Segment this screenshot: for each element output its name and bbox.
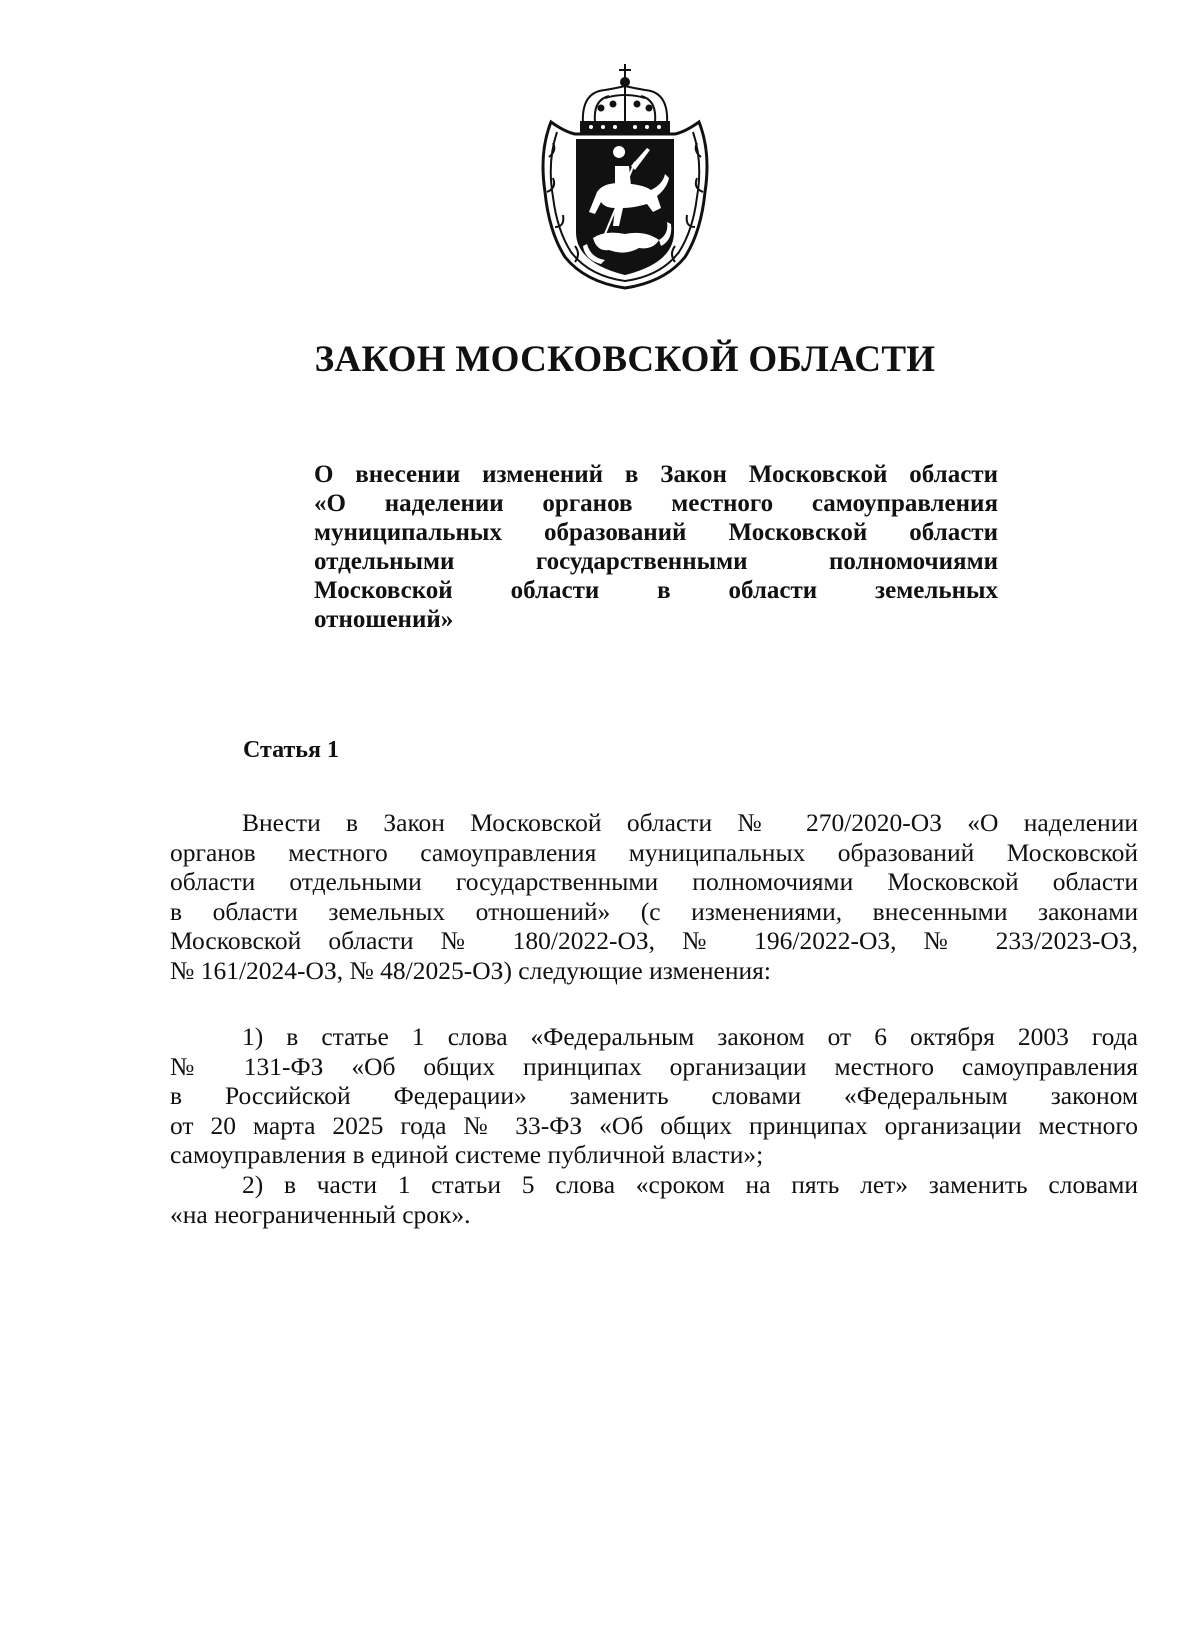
paragraph-line: органов местного самоуправления муниципальных образований Московской <box>170 837 1138 867</box>
paragraph-line: «на неограниченный срок». <box>170 1199 471 1229</box>
law-subject <box>314 460 998 634</box>
coat-of-arms-icon <box>535 62 715 292</box>
article-intro-paragraph <box>170 808 1138 986</box>
paragraph-line: № 131-ФЗ «Об общих принципах организации местного самоуправления <box>170 1051 1138 1081</box>
paragraph-line: 2) в части 1 статьи 5 слова «сроком на пять лет» заменить словами <box>242 1170 1138 1199</box>
paragraph-line: 1) в статье 1 слова «Федеральным законом от 6 октября 2003 года <box>242 1022 1138 1051</box>
crown-icon <box>581 64 669 132</box>
amendment-item-2 <box>170 1170 1138 1229</box>
paragraph-line: области отдельными государственными полномочиями Московской области <box>170 867 1138 897</box>
subject-line: отдельными государственными полномочиями <box>314 548 998 575</box>
paragraph-line: в Российской Федерации» заменить словами «Федеральным законом <box>170 1081 1138 1111</box>
paragraph-line: от 20 марта 2025 года № 33-ФЗ «Об общих принципах организации местного <box>170 1110 1138 1140</box>
subject-line: «О наделении органов местного самоуправления <box>314 490 998 517</box>
subject-line: муниципальных образований Московской области <box>314 519 998 546</box>
subject-line: Московской области в области земельных <box>314 577 998 604</box>
article-heading: Статья 1 <box>243 737 339 763</box>
paragraph-line: № 161/2024-ОЗ, № 48/2025-ОЗ) следующие изменения: <box>170 955 771 985</box>
amendment-item-1 <box>170 1022 1138 1170</box>
subject-line: О внесении изменений в Закон Московской области <box>314 461 998 488</box>
paragraph-line: в области земельных отношений» (с изменениями, внесенными законами <box>170 896 1138 926</box>
paragraph-line: самоуправления в единой системе публичной власти»; <box>170 1140 764 1170</box>
paragraph-line: Московской области № 180/2022-ОЗ, № 196/2022-ОЗ, № 233/2023-ОЗ, <box>170 926 1138 956</box>
document-title: ЗАКОН МОСКОВСКОЙ ОБЛАСТИ <box>314 339 936 380</box>
paragraph-line: Внести в Закон Московской области № 270/2020-ОЗ «О наделении <box>242 808 1138 837</box>
subject-line: отношений» <box>314 606 454 633</box>
